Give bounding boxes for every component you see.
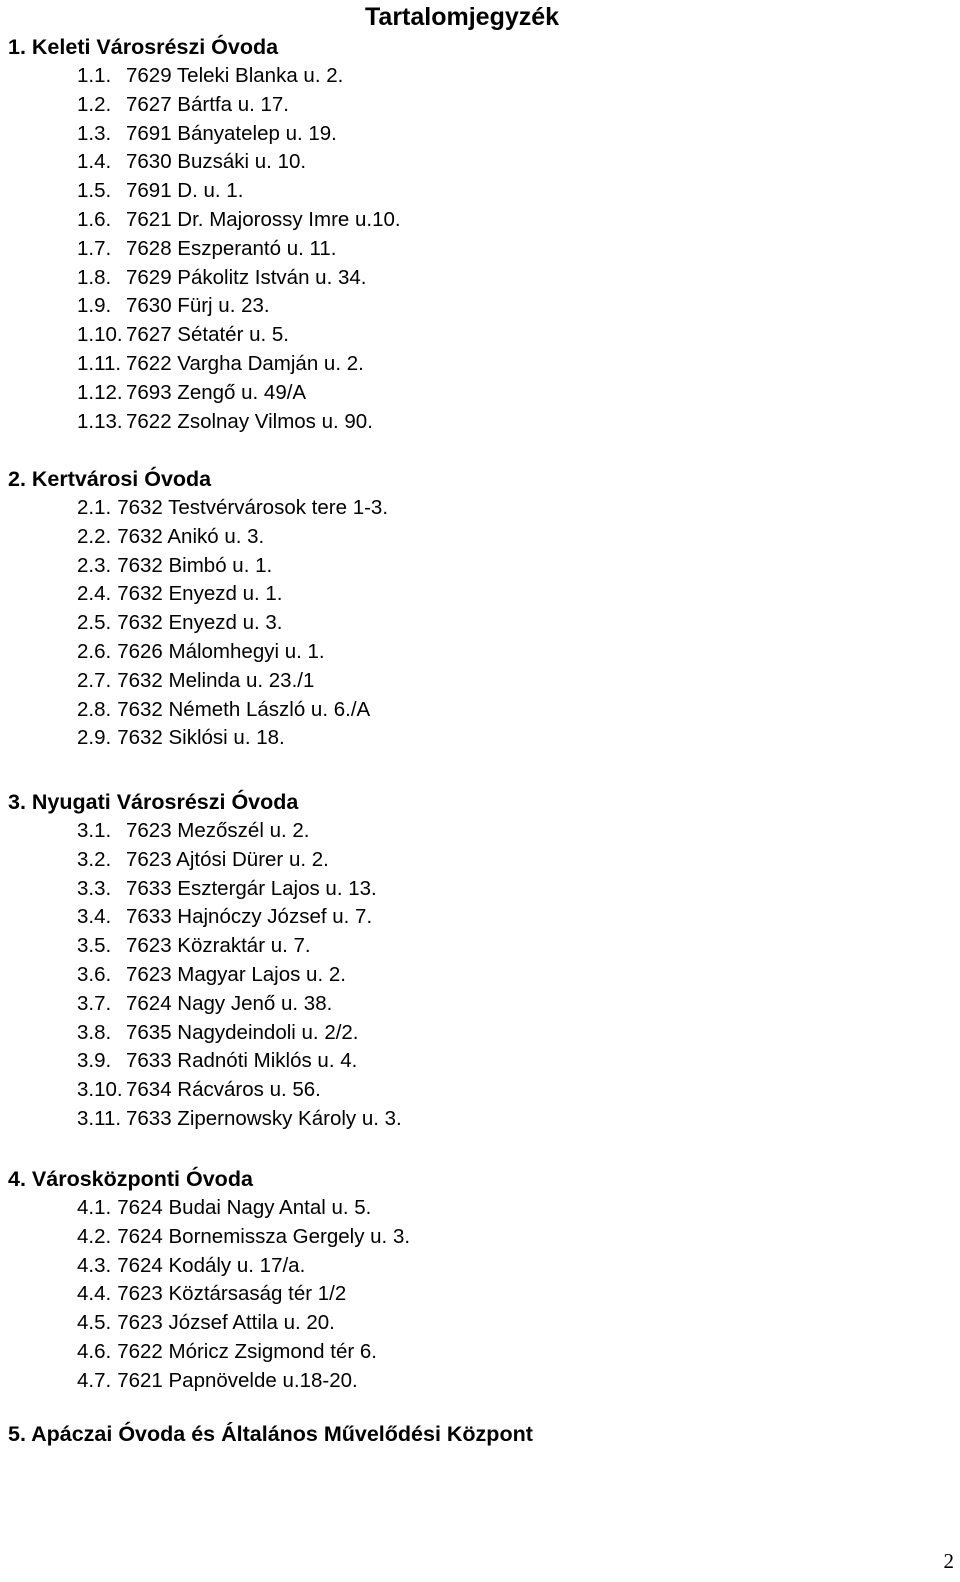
list-item bbox=[77, 321, 940, 350]
item-address: 7623 Ajtósi Dürer u. 2. bbox=[126, 847, 329, 871]
item-number: 4.2. bbox=[77, 1224, 112, 1248]
item-number: 3.4. bbox=[77, 905, 112, 929]
list-item bbox=[77, 724, 940, 753]
item-number: 4.6. bbox=[77, 1339, 112, 1363]
item-number: 1.8. bbox=[77, 265, 112, 289]
item-address: 7633 Hajnóczy József u. 7. bbox=[126, 905, 373, 929]
item-address: 7632 Siklósi u. 18. bbox=[117, 726, 285, 750]
item-number: 1.5. bbox=[77, 179, 112, 203]
item-address: 7635 Nagydeindoli u. 2/2. bbox=[126, 1020, 359, 1044]
section-heading: 1. Keleti Városrészi Óvoda bbox=[8, 35, 279, 59]
list-item bbox=[77, 638, 940, 667]
item-number: 2.3. bbox=[77, 553, 112, 577]
item-number: 1.1. bbox=[77, 64, 112, 87]
list-item bbox=[77, 292, 940, 321]
list-item bbox=[77, 91, 940, 120]
item-address: 7624 Budai Nagy Antal u. 5. bbox=[117, 1196, 372, 1219]
list-item bbox=[77, 932, 940, 961]
item-number: 1.2. bbox=[77, 92, 112, 116]
list-item bbox=[77, 350, 940, 379]
item-address: 7632 Anikó u. 3. bbox=[117, 524, 265, 548]
list-item bbox=[77, 408, 940, 437]
address-list bbox=[8, 494, 940, 753]
list-item bbox=[77, 62, 940, 91]
list-item bbox=[77, 580, 940, 609]
address-list bbox=[8, 62, 940, 436]
list-item bbox=[77, 1194, 940, 1223]
item-address: 7621 Papnövelde u.18-20. bbox=[117, 1368, 358, 1392]
item-address: 7624 Kodály u. 17/a. bbox=[117, 1253, 306, 1277]
item-address: 7623 Köztársaság tér 1/2 bbox=[117, 1282, 347, 1306]
item-address: 7632 Enyezd u. 3. bbox=[117, 611, 283, 635]
list-item bbox=[77, 523, 940, 552]
item-number: 1.12. bbox=[77, 380, 123, 404]
list-item bbox=[77, 1252, 940, 1281]
item-address: 7632 Bimbó u. 1. bbox=[117, 553, 273, 577]
list-item bbox=[77, 1338, 940, 1367]
item-number: 1.13. bbox=[77, 409, 123, 433]
address-list bbox=[8, 817, 940, 1134]
item-address: 7691 Bányatelep u. 19. bbox=[126, 121, 337, 145]
item-number: 1.4. bbox=[77, 150, 112, 174]
item-number: 3.6. bbox=[77, 962, 112, 986]
list-item bbox=[77, 609, 940, 638]
item-number: 4.7. bbox=[77, 1368, 112, 1392]
toc-section-5 bbox=[8, 1420, 940, 1449]
item-address: 7623 Magyar Lajos u. 2. bbox=[126, 962, 346, 986]
item-address: 7633 Esztergár Lajos u. 13. bbox=[126, 876, 377, 900]
item-number: 4.5. bbox=[77, 1311, 112, 1335]
list-item bbox=[77, 552, 940, 581]
item-address: 7633 Zipernowsky Károly u. 3. bbox=[126, 1106, 402, 1130]
list-item bbox=[77, 696, 940, 725]
item-address: 7623 Közraktár u. 7. bbox=[126, 934, 311, 958]
item-number: 2.8. bbox=[77, 697, 112, 721]
item-address: 7629 Pákolitz István u. 34. bbox=[126, 265, 367, 289]
list-item bbox=[77, 667, 940, 696]
item-number: 3.11. bbox=[77, 1106, 122, 1130]
item-number: 3.5. bbox=[77, 934, 112, 958]
list-item bbox=[77, 1047, 940, 1076]
toc-section-1 bbox=[8, 33, 940, 436]
item-address: 7693 Zengő u. 49/A bbox=[126, 380, 307, 404]
list-item bbox=[77, 846, 940, 875]
item-address: 7634 Rácváros u. 56. bbox=[126, 1078, 321, 1102]
item-number: 2.9. bbox=[77, 726, 112, 750]
item-number: 3.1. bbox=[77, 819, 112, 842]
item-address: 7632 Németh László u. 6./A bbox=[117, 697, 371, 721]
item-number: 4.3. bbox=[77, 1253, 112, 1277]
item-address: 7627 Bártfa u. 17. bbox=[126, 92, 289, 116]
list-item bbox=[77, 206, 940, 235]
list-item bbox=[77, 990, 940, 1019]
list-item bbox=[77, 817, 940, 846]
item-number: 1.3. bbox=[77, 121, 112, 145]
item-address: 7630 Fürj u. 23. bbox=[126, 294, 270, 318]
item-number: 2.6. bbox=[77, 639, 112, 663]
item-number: 3.9. bbox=[77, 1049, 112, 1073]
item-address: 7622 Móricz Zsigmond tér 6. bbox=[117, 1339, 377, 1363]
item-number: 1.6. bbox=[77, 207, 112, 231]
list-item bbox=[77, 264, 940, 293]
item-address: 7623 Mezőszél u. 2. bbox=[126, 819, 310, 842]
list-item bbox=[77, 1309, 940, 1338]
item-address: 7626 Málomhegyi u. 1. bbox=[117, 639, 325, 663]
item-number: 3.8. bbox=[77, 1020, 112, 1044]
list-item bbox=[77, 1223, 940, 1252]
item-address: 7621 Dr. Majorossy Imre u.10. bbox=[126, 207, 401, 231]
list-item bbox=[77, 235, 940, 264]
item-address: 7633 Radnóti Miklós u. 4. bbox=[126, 1049, 358, 1073]
item-number: 1.9. bbox=[77, 294, 112, 318]
item-address: 7627 Sétatér u. 5. bbox=[126, 323, 289, 347]
item-address: 7628 Eszperantó u. 11. bbox=[126, 236, 337, 260]
item-address: 7629 Teleki Blanka u. 2. bbox=[126, 64, 344, 87]
item-address: 7622 Vargha Damján u. 2. bbox=[126, 351, 364, 375]
list-item bbox=[77, 903, 940, 932]
item-number: 4.4. bbox=[77, 1282, 112, 1306]
item-address: 7623 József Attila u. 20. bbox=[117, 1311, 335, 1335]
section-heading: 4. Városközponti Óvoda bbox=[8, 1167, 253, 1191]
list-item bbox=[77, 379, 940, 408]
item-number: 1.10. bbox=[77, 323, 123, 347]
item-number: 2.5. bbox=[77, 611, 112, 635]
list-item bbox=[77, 148, 940, 177]
item-number: 2.1. bbox=[77, 496, 112, 519]
item-address: 7622 Zsolnay Vilmos u. 90. bbox=[126, 409, 373, 433]
item-address: 7630 Buzsáki u. 10. bbox=[126, 150, 307, 174]
address-list bbox=[8, 1194, 940, 1396]
item-address: 7691 D. u. 1. bbox=[126, 179, 244, 203]
toc-section-3 bbox=[8, 788, 940, 1134]
section-heading: 5. Apáczai Óvoda és Általános Művelődési Központ bbox=[8, 1422, 533, 1446]
item-address: 7632 Testvérvárosok tere 1-3. bbox=[117, 496, 389, 519]
item-address: 7624 Bornemissza Gergely u. 3. bbox=[117, 1224, 411, 1248]
item-address: 7624 Nagy Jenő u. 38. bbox=[126, 991, 333, 1015]
list-item bbox=[77, 1076, 940, 1105]
item-number: 2.2. bbox=[77, 524, 112, 548]
list-item bbox=[77, 1019, 940, 1048]
section-heading: 2. Kertvárosi Óvoda bbox=[8, 467, 212, 491]
toc-section-2 bbox=[8, 465, 940, 753]
item-number: 4.1. bbox=[77, 1196, 112, 1219]
toc-section-4 bbox=[8, 1165, 940, 1396]
item-number: 2.7. bbox=[77, 668, 112, 692]
item-number: 1.11. bbox=[77, 351, 122, 375]
page-title: Tartalomjegyzék bbox=[365, 3, 560, 31]
item-number: 3.2. bbox=[77, 847, 112, 871]
item-number: 3.3. bbox=[77, 876, 112, 900]
page-number: 2 bbox=[943, 1549, 954, 1573]
list-item bbox=[77, 494, 940, 523]
list-item bbox=[77, 1105, 940, 1134]
list-item bbox=[77, 875, 940, 904]
section-heading: 3. Nyugati Városrészi Óvoda bbox=[8, 790, 299, 814]
list-item bbox=[77, 961, 940, 990]
item-address: 7632 Enyezd u. 1. bbox=[117, 582, 283, 606]
item-number: 3.10. bbox=[77, 1078, 123, 1102]
item-number: 2.4. bbox=[77, 582, 112, 606]
item-number: 3.7. bbox=[77, 991, 112, 1015]
item-number: 1.7. bbox=[77, 236, 112, 260]
list-item bbox=[77, 1280, 940, 1309]
list-item bbox=[77, 120, 940, 149]
list-item bbox=[77, 177, 940, 206]
list-item bbox=[77, 1367, 940, 1396]
item-address: 7632 Melinda u. 23./1 bbox=[117, 668, 315, 692]
